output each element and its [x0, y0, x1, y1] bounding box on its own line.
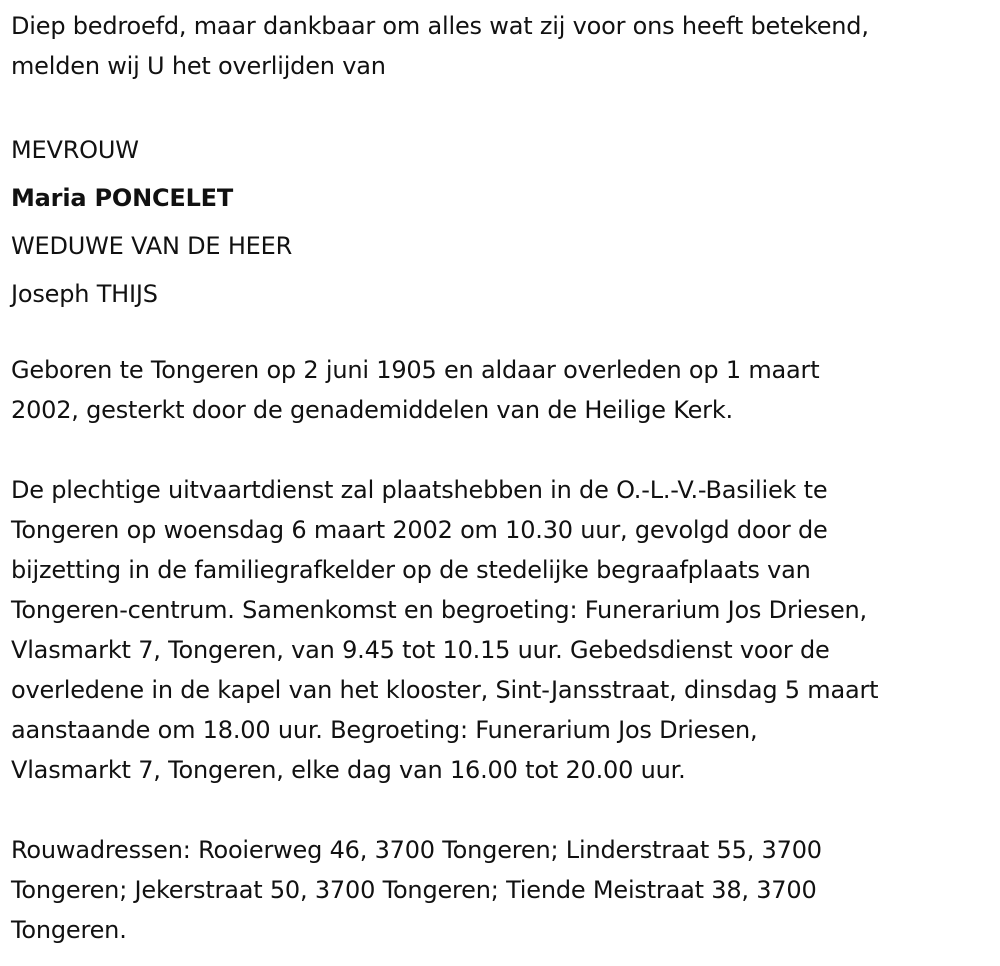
deceased-block	[11, 126, 292, 318]
spouse-name: Joseph THIJS	[11, 280, 158, 308]
service-line: overledene in de kapel van het klooster, Sint-Jansstraat, dinsdag 5 maart	[11, 676, 879, 704]
address-line: Rouwadressen: Rooierweg 46, 3700 Tongeren; Linderstraat 55, 3700	[11, 836, 822, 864]
service-line: Tongeren-centrum. Samenkomst en begroeting: Funerarium Jos Driesen,	[11, 596, 867, 624]
mourning-addresses-paragraph	[11, 830, 822, 950]
service-line: bijzetting in de familiegrafkelder op de stedelijke begraafplaats van	[11, 556, 811, 584]
funeral-service-paragraph	[11, 470, 878, 790]
service-line: Tongeren op woensdag 6 maart 2002 om 10.30 uur, gevolgd door de	[11, 516, 828, 544]
service-line: De plechtige uitvaartdienst zal plaatshebben in de O.-L.-V.-Basiliek te	[11, 476, 828, 504]
service-line: aanstaande om 18.00 uur. Begroeting: Funerarium Jos Driesen,	[11, 716, 758, 744]
deceased-name: Maria PONCELET	[11, 184, 234, 212]
intro-paragraph	[11, 6, 869, 86]
birth-death-line: 2002, gesterkt door de genademiddelen van de Heilige Kerk.	[11, 396, 733, 424]
birth-death-paragraph	[11, 350, 819, 430]
deceased-relation: WEDUWE VAN DE HEER	[11, 232, 293, 260]
address-line: Tongeren.	[11, 916, 127, 944]
intro-line: melden wij U het overlijden van	[11, 52, 386, 80]
service-line: Vlasmarkt 7, Tongeren, van 9.45 tot 10.15 uur. Gebedsdienst voor de	[11, 636, 830, 664]
address-line: Tongeren; Jekerstraat 50, 3700 Tongeren; Tiende Meistraat 38, 3700	[11, 876, 817, 904]
intro-line: Diep bedroefd, maar dankbaar om alles wat zij voor ons heeft betekend,	[11, 12, 869, 40]
service-line: Vlasmarkt 7, Tongeren, elke dag van 16.00 tot 20.00 uur.	[11, 756, 686, 784]
birth-death-line: Geboren te Tongeren op 2 juni 1905 en aldaar overleden op 1 maart	[11, 356, 820, 384]
deceased-title: MEVROUW	[11, 136, 139, 164]
